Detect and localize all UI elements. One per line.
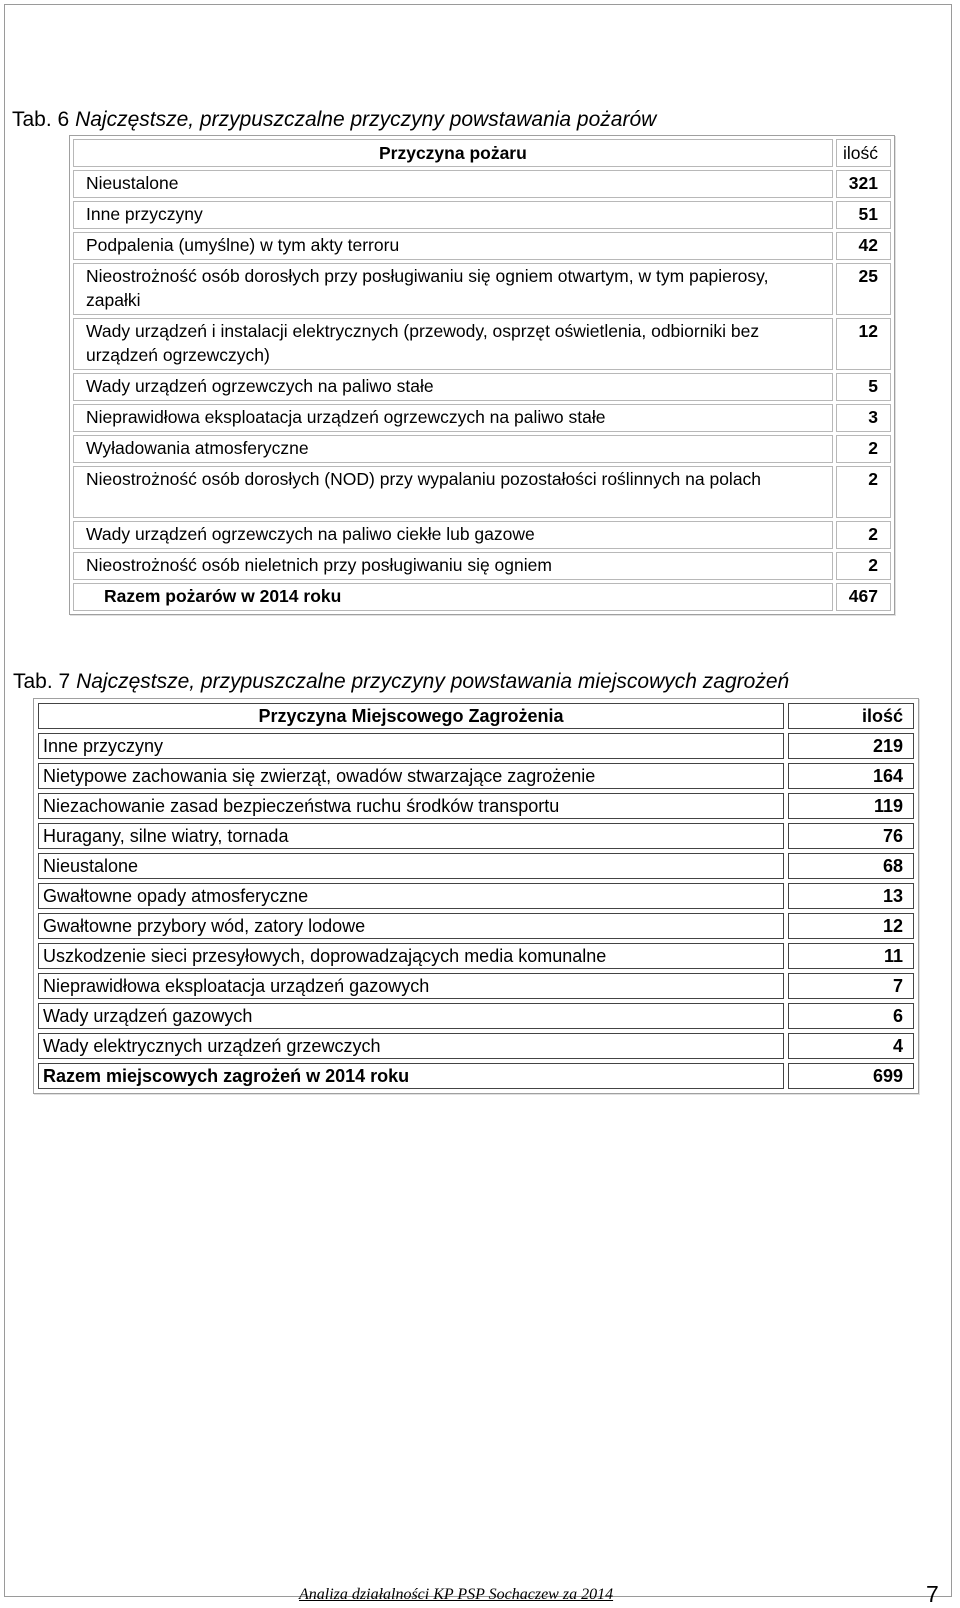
table-row — [73, 466, 891, 518]
table6-caption-prefix: Tab. 6 — [12, 108, 70, 131]
table-row — [38, 1003, 914, 1029]
table-row — [73, 232, 891, 260]
table-row — [38, 733, 914, 759]
table-row — [73, 435, 891, 463]
local-hazards-table — [33, 698, 919, 1094]
table7-total-label: Razem miejscowych zagrożeń w 2014 roku — [38, 1063, 784, 1089]
page-number: 7 — [926, 1581, 939, 1607]
table7-total-row — [38, 1063, 914, 1089]
table7-cause-cell: Niezachowanie zasad bezpieczeństwa ruchu środków transportu — [38, 793, 784, 819]
fire-causes-table — [69, 135, 895, 615]
table6-header-cause: Przyczyna pożaru — [73, 139, 833, 167]
table6-cause-cell: Nieostrożność osób dorosłych (NOD) przy wypalaniu pozostałości roślinnych na polach — [73, 466, 833, 518]
table7-qty-cell: 6 — [788, 1003, 914, 1029]
table7-cause-cell: Gwałtowne opady atmosferyczne — [38, 883, 784, 909]
table6-qty-cell: 2 — [836, 466, 891, 518]
table7-qty-cell: 11 — [788, 943, 914, 969]
table-row — [38, 793, 914, 819]
table7-header-cause: Przyczyna Miejscowego Zagrożenia — [38, 703, 784, 729]
table7-caption — [13, 670, 789, 694]
table6-cause-cell: Wady urządzeń i instalacji elektrycznych (przewody, osprzęt oświetlenia, odbiorniki bez urządzeń ogrzewczych) — [73, 318, 833, 370]
table-row — [38, 823, 914, 849]
table7-cause-cell: Wady elektrycznych urządzeń grzewczych — [38, 1033, 784, 1059]
table7-qty-cell: 4 — [788, 1033, 914, 1059]
table6-cause-cell: Podpalenia (umyślne) w tym akty terroru — [73, 232, 833, 260]
table6-qty-cell: 2 — [836, 435, 891, 463]
table7-cause-cell: Gwałtowne przybory wód, zatory lodowe — [38, 913, 784, 939]
table7-cause-cell: Nieustalone — [38, 853, 784, 879]
table-row — [73, 373, 891, 401]
table7-cause-cell: Huragany, silne wiatry, tornada — [38, 823, 784, 849]
table7-qty-cell: 68 — [788, 853, 914, 879]
table7-cause-cell: Nieprawidłowa eksploatacja urządzeń gazowych — [38, 973, 784, 999]
table6-cause-cell: Nieustalone — [73, 170, 833, 198]
table6-qty-cell: 2 — [836, 552, 891, 580]
table6-qty-cell: 3 — [836, 404, 891, 432]
table7-qty-cell: 164 — [788, 763, 914, 789]
table7-cause-cell: Inne przyczyny — [38, 733, 784, 759]
table-row — [38, 913, 914, 939]
table7-qty-cell: 7 — [788, 973, 914, 999]
table7-cause-cell: Nietypowe zachowania się zwierząt, owadów stwarzające zagrożenie — [38, 763, 784, 789]
table-row — [38, 883, 914, 909]
table6-qty-cell: 42 — [836, 232, 891, 260]
page-footer: Analiza działalności KP PSP Sochaczew za 2014 — [299, 1586, 614, 1603]
table6-cause-cell: Nieprawidłowa eksploatacja urządzeń ogrzewczych na paliwo stałe — [73, 404, 833, 432]
table-row — [73, 552, 891, 580]
table7-cause-cell: Uszkodzenie sieci przesyłowych, doprowadzających media komunalne — [38, 943, 784, 969]
table-row — [38, 763, 914, 789]
table7-caption-title: Najczęstsze, przypuszczalne przyczyny powstawania miejscowych zagrożeń — [76, 670, 790, 693]
table-row — [73, 201, 891, 229]
table7-caption-prefix: Tab. 7 — [13, 670, 71, 693]
table7-header-qty: ilość — [788, 703, 914, 729]
table7-qty-cell: 119 — [788, 793, 914, 819]
table-row — [73, 318, 891, 370]
table7-total-qty: 699 — [788, 1063, 914, 1089]
table6-total-qty: 467 — [836, 583, 891, 611]
table6-total-label: Razem pożarów w 2014 roku — [73, 583, 833, 611]
table-row — [73, 263, 891, 315]
table7-cause-cell: Wady urządzeń gazowych — [38, 1003, 784, 1029]
table6-header-qty: ilość — [836, 139, 891, 167]
table6-cause-cell: Nieostrożność osób dorosłych przy posługiwaniu się ogniem otwartym, w tym papierosy, zapałki — [73, 263, 833, 315]
table-row — [73, 404, 891, 432]
table6-total-row — [73, 583, 891, 611]
table-row — [73, 521, 891, 549]
table6-qty-cell: 2 — [836, 521, 891, 549]
table-row — [38, 853, 914, 879]
table-row — [38, 1033, 914, 1059]
table-row — [38, 973, 914, 999]
table6-cause-cell: Inne przyczyny — [73, 201, 833, 229]
table6-qty-cell: 25 — [836, 263, 891, 315]
table7-qty-cell: 13 — [788, 883, 914, 909]
table6-qty-cell: 12 — [836, 318, 891, 370]
document-page — [4, 4, 952, 1607]
table6-cause-cell: Nieostrożność osób nieletnich przy posługiwaniu się ogniem — [73, 552, 833, 580]
table6-qty-cell: 321 — [836, 170, 891, 198]
table6-caption — [12, 108, 656, 132]
table-row — [38, 943, 914, 969]
table7-qty-cell: 76 — [788, 823, 914, 849]
table6-cause-cell: Wady urządzeń ogrzewczych na paliwo stałe — [73, 373, 833, 401]
table-row — [73, 170, 891, 198]
table7-qty-cell: 12 — [788, 913, 914, 939]
table7-qty-cell: 219 — [788, 733, 914, 759]
table6-qty-cell: 5 — [836, 373, 891, 401]
table6-cause-cell: Wyładowania atmosferyczne — [73, 435, 833, 463]
table6-cause-cell: Wady urządzeń ogrzewczych na paliwo ciekłe lub gazowe — [73, 521, 833, 549]
table6-qty-cell: 51 — [836, 201, 891, 229]
table6-caption-title: Najczęstsze, przypuszczalne przyczyny powstawania pożarów — [75, 108, 657, 131]
